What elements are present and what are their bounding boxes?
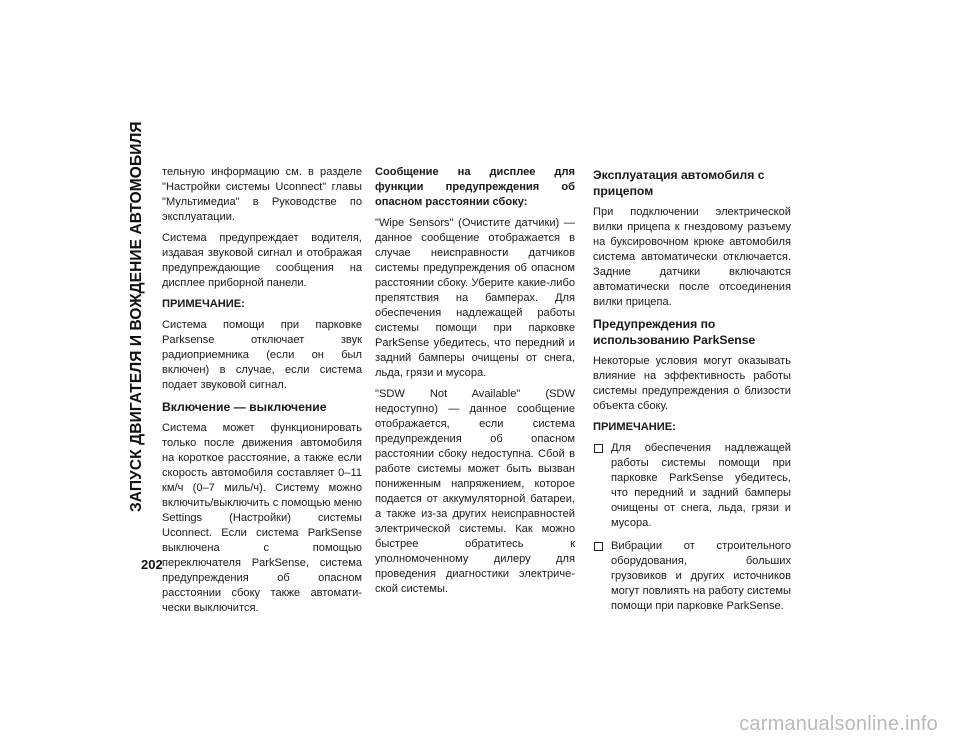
checkbox-bullet-icon: [594, 542, 603, 551]
paragraph: Система предупреждает водителя, издавая звуковой сигнал и отображая предупреждающие сообщения на дисплее приборной панели.: [162, 232, 362, 289]
column-left: [162, 165, 362, 622]
paragraph: "SDW Not Available" (SDW недоступно) — данное сообщение отображается, если система предупреждения об опасном расстоянии сбоку недоступна. Сбой в работе системы может быть вызван пониженным напряжением, которое подается от аккумуляторной батареи, а также из-за других неисправностей электрической системы. Как можно быстрее обратитесь к уполномоченному дилеру для проведения диагностики электрической системы.: [375, 388, 575, 595]
checkbox-bullet-icon: [594, 444, 603, 453]
paragraph: Некоторые условия могут оказывать влияние на эффективность работы системы предупреждения о близости объекта сбоку.: [593, 355, 791, 412]
note-list: [593, 441, 791, 614]
paragraph: При подключении электрической вилки прицепа к гнездовому разъему на буксировочном крюке автомобиля система автоматически отключается. Задние датчики включаются автоматически после отсоединения вилки прицепа.: [593, 206, 791, 308]
list-item: [593, 539, 791, 614]
section-heading: Сообщение на дисплее для функции предупреждения об опасном расстоянии сбоку:: [375, 166, 575, 208]
list-item-text: Для обеспечения надлежащей работы системы помощи при парковке ParkSense убедитесь, что передний и задний бамперы очищены от снега, льда, грязи и мусора.: [611, 442, 791, 529]
column-middle: [375, 165, 575, 603]
paragraph: "Wipe Sensors" (Очистите датчики) — данное сообщение отображается в случае неисправности датчиков системы предупреждения об опасном расстоянии сбоку. Уберите какие-либо препятствия на бамперах. Для обеспечения надлежащей работы системы помощи при парковке ParkSense убедитесь, что передний и задний бамперы очищены от снега, льда, грязи и мусора.: [375, 217, 575, 379]
paragraph: Система может функционировать только после движения автомобиля на короткое расстояние, а также если скорость автомобиля составляет 0–11 км/ч (0–7 миль/ч). Систему можно включить/выключить с помощью меню Settings (Настройки) системы Uconnect. Если система ParkSense выключена с помощью переключателя ParkSense, система предупреждения об опасном расстоянии сбоку также автоматически выключится.: [162, 422, 362, 614]
section-heading: Предупреждения по использованию ParkSense: [593, 317, 756, 347]
list-item: [593, 441, 791, 531]
note-label: ПРИМЕЧАНИЕ:: [593, 421, 676, 433]
section-side-title: ЗАПУСК ДВИГАТЕЛЯ И ВОЖДЕНИЕ АВТОМОБИЛЯ: [128, 121, 145, 512]
section-heading: Эксплуатация автомобиля с прицепом: [593, 168, 765, 198]
watermark: carmanualsonline.info: [739, 713, 938, 735]
column-right: [593, 165, 791, 622]
list-item-text: Вибрации от строительного оборудования, больших грузовиков и других источников могут повлиять на работу системы помощи при парковке ParkSense.: [611, 540, 791, 612]
page-number: 202: [141, 557, 163, 572]
note-text: Система помощи при парковке Parksense отключает звук радиоприемника (если он был включен) в случае, если система подает звуковой сигнал.: [162, 319, 362, 391]
paragraph: тельную информацию см. в разделе "Настройки системы Uconnect" главы "Мультимедиа" в Руководстве по эксплуатации.: [162, 166, 362, 223]
section-heading: Включение — выключение: [162, 400, 327, 414]
note-label: ПРИМЕЧАНИЕ:: [162, 298, 245, 310]
